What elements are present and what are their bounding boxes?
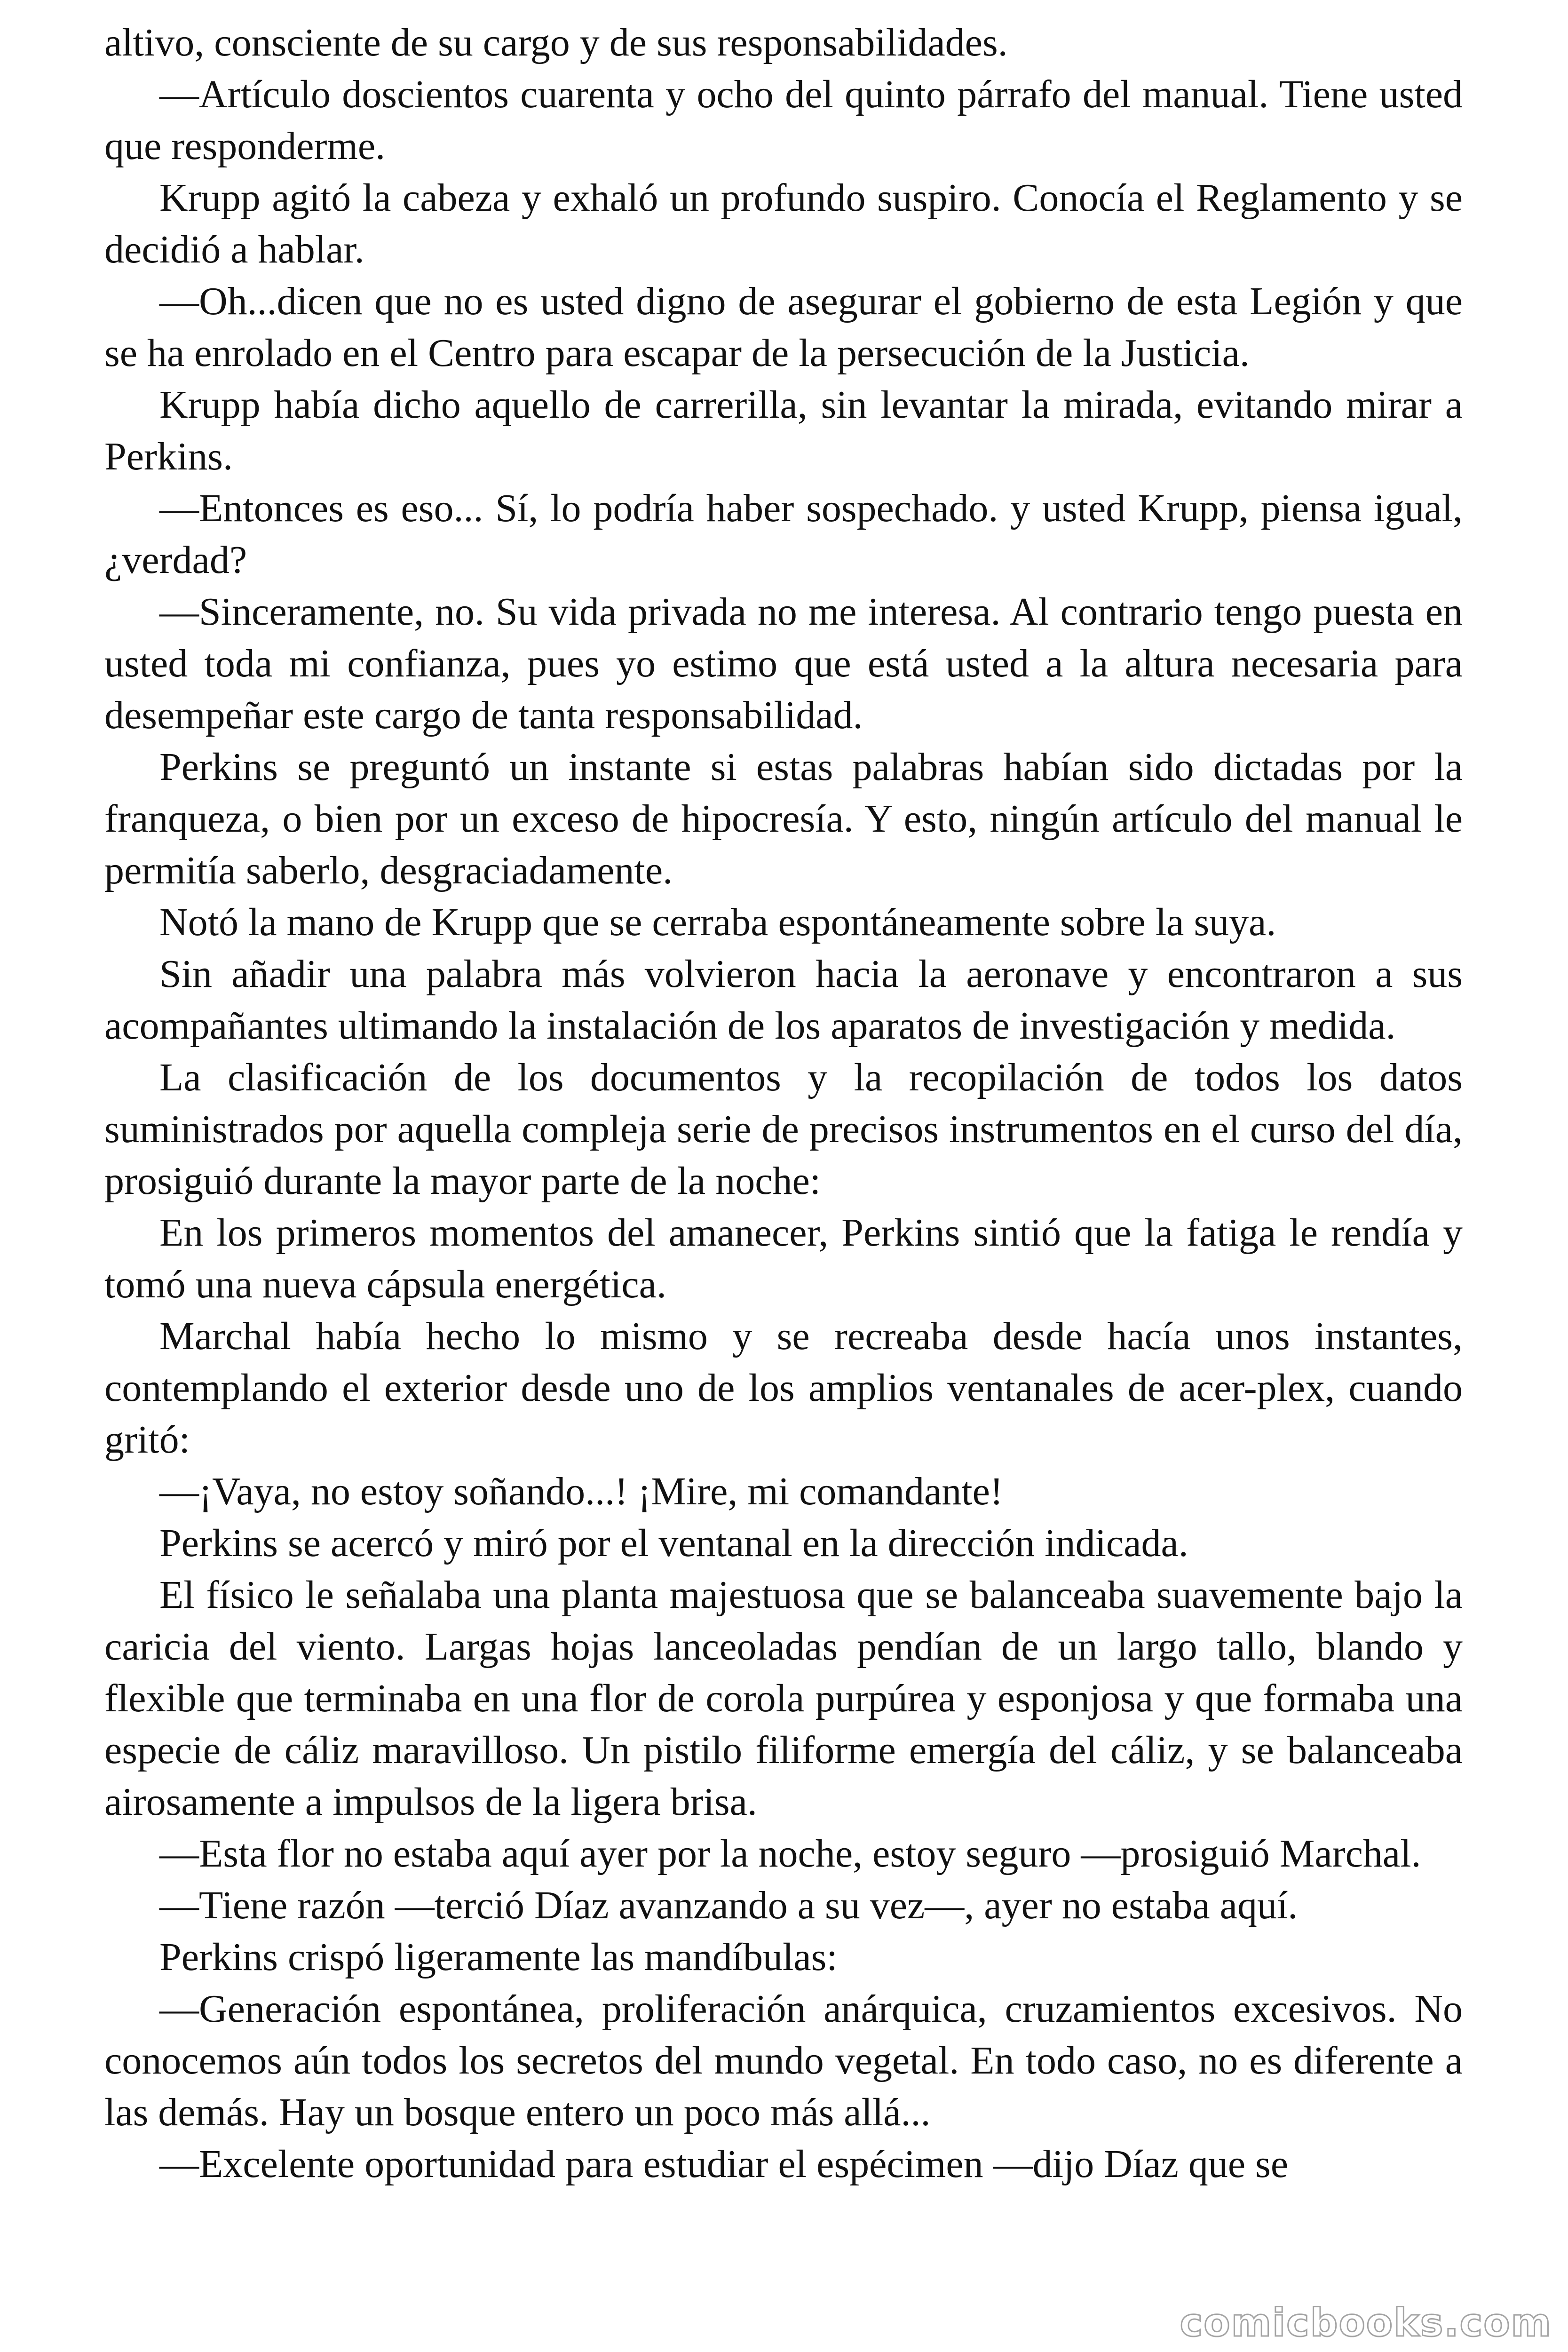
paragraph: —Excelente oportunidad para estudiar el espécimen —dijo Díaz que se — [159, 2142, 1289, 2186]
paragraph: En los primeros momentos del amanecer, Perkins sintió que la fatiga le rendía y tomó una nueva cápsula energética. — [104, 1211, 1463, 1306]
paragraph: La clasificación de los documentos y la recopilación de todos los datos suministrados por aquella compleja serie de precisos instrumentos en el curso del día, prosiguió durante la mayor parte de la noche: — [104, 1056, 1463, 1203]
paragraph: —Entonces es eso... Sí, lo podría haber sospechado. y usted Krupp, piensa igual, ¿verdad? — [104, 486, 1463, 582]
paragraph: —Sinceramente, no. Su vida privada no me interesa. Al contrario tengo puesta en usted toda mi confianza, pues yo estimo que está usted a la altura necesaria para desempeñar este cargo de tanta responsabilidad. — [104, 590, 1463, 737]
paragraph: Perkins crispó ligeramente las mandíbulas: — [159, 1935, 838, 1979]
paragraph: Sin añadir una palabra más volvieron hacia la aeronave y encontraron a sus acompañantes ultimando la instalación de los aparatos de investigación y medida. — [104, 952, 1463, 1048]
paragraph: —Artículo doscientos cuarenta y ocho del quinto párrafo del manual. Tiene usted que responderme. — [104, 72, 1463, 168]
paragraph: Perkins se acercó y miró por el ventanal en la dirección indicada. — [159, 1521, 1188, 1565]
paragraph: —¡Vaya, no estoy soñando...! ¡Mire, mi comandante! — [159, 1470, 1003, 1513]
paragraph: altivo, consciente de su cargo y de sus responsabilidades. — [104, 21, 1008, 64]
paragraph: Notó la mano de Krupp que se cerraba espontáneamente sobre la suya. — [159, 900, 1276, 944]
paragraph: Perkins se preguntó un instante si estas palabras habían sido dictadas por la franqueza, o bien por un exceso de hipocresía. Y esto, ningún artículo del manual le permitía saberlo, desgraciadamente. — [104, 745, 1463, 892]
paragraph: Krupp había dicho aquello de carrerilla, sin levantar la mirada, evitando mirar a Perkins. — [104, 383, 1463, 478]
paragraph: Krupp agitó la cabeza y exhaló un profundo suspiro. Conocía el Reglamento y se decidió a hablar. — [104, 176, 1463, 271]
paragraph: —Generación espontánea, proliferación anárquica, cruzamientos excesivos. No conocemos aún todos los secretos del mundo vegetal. En todo caso, no es diferente a las demás. Hay un bosque entero un poco más allá... — [104, 1987, 1463, 2134]
watermark: comicbooks.com — [1173, 2301, 1559, 2345]
body-text — [104, 17, 1463, 2190]
paragraph: —Tiene razón —terció Díaz avanzando a su vez—, ayer no estaba aquí. — [159, 1883, 1298, 1927]
paragraph: —Esta flor no estaba aquí ayer por la noche, estoy seguro —prosiguió Marchal. — [159, 1832, 1421, 1875]
paragraph: Marchal había hecho lo mismo y se recreaba desde hacía unos instantes, contemplando el exterior desde uno de los amplios ventanales de acer-plex, cuando gritó: — [104, 1314, 1463, 1462]
paragraph: —Oh...dicen que no es usted digno de asegurar el gobierno de esta Legión y que se ha enrolado en el Centro para escapar de la persecución de la Justicia. — [104, 279, 1463, 375]
paragraph: El físico le señalaba una planta majestuosa que se balanceaba suavemente bajo la caricia del viento. Largas hojas lanceoladas pendían de un largo tallo, blando y flexible que terminaba en una flor de corola purpúrea y esponjosa y que formaba una especie de cáliz maravilloso. Un pistilo filiforme emergía del cáliz, y se balanceaba airosamente a impulsos de la ligera brisa. — [104, 1573, 1463, 1824]
